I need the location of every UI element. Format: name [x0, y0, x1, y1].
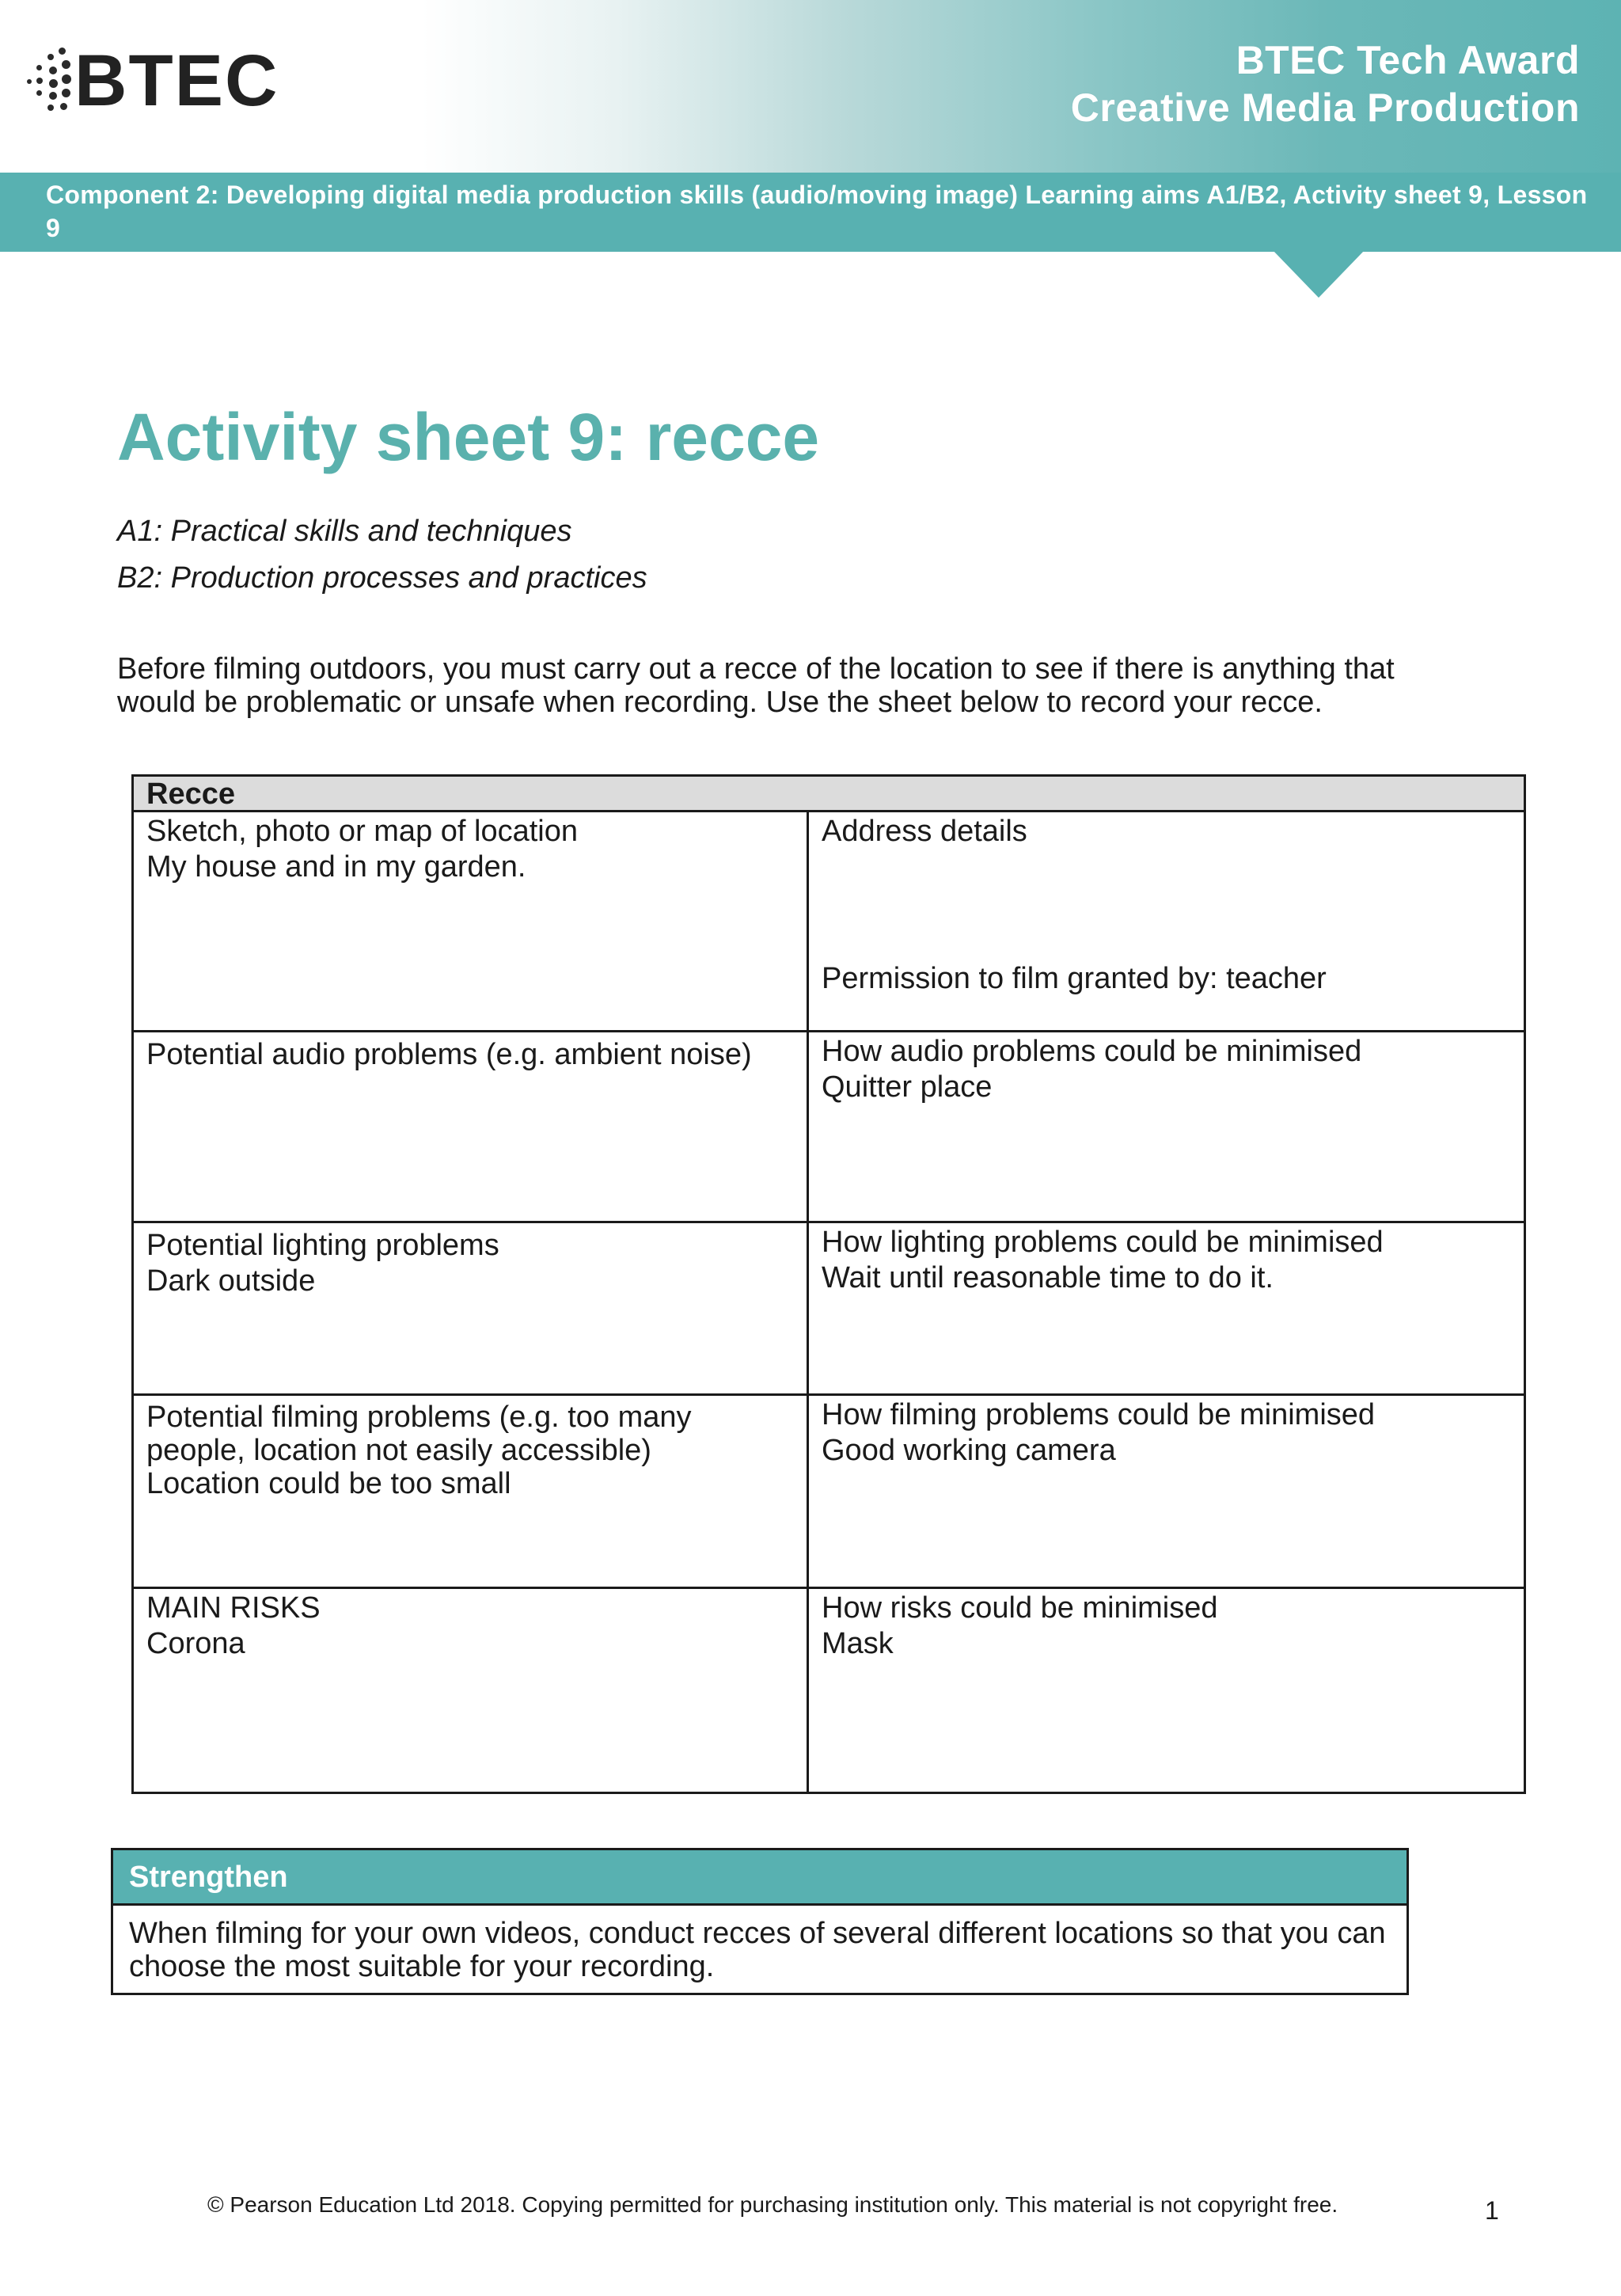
filming-min-value: Good working camera — [822, 1434, 1116, 1467]
copyright-footer: © Pearson Education Ltd 2018. Copying permitted for purchasing institution only. This material is not copyright free. — [207, 2192, 1338, 2217]
risks-value: Corona — [146, 1627, 245, 1660]
component-band: Component 2: Developing digital media production skills (audio/moving image) Learning aims A1/B2, Activity sheet 9, Lesson 9 — [0, 173, 1621, 252]
strengthen-box — [111, 1848, 1409, 1995]
header-banner — [0, 0, 1621, 173]
page-title: Activity sheet 9: recce — [117, 400, 820, 474]
filming-min-label: How filming problems could be minimised — [822, 1398, 1376, 1431]
lighting-label: Potential lighting problems — [146, 1229, 499, 1262]
location-value: My house and in my garden. — [146, 850, 526, 884]
audio-label: Potential audio problems (e.g. ambient noise) — [146, 1038, 752, 1071]
strengthen-body: When filming for your own videos, conduct recces of several different locations so that you can choose the most suitable for your recording. — [129, 1917, 1386, 1983]
band-pointer — [1273, 250, 1365, 298]
permission-text: Permission to film granted by: teacher — [822, 962, 1327, 995]
recce-heading: Recce — [134, 777, 1524, 812]
logo-text: BTEC — [74, 40, 279, 121]
page-number: 1 — [1485, 2196, 1499, 2225]
location-cell[interactable] — [134, 812, 809, 1030]
risks-min-cell[interactable] — [809, 1589, 1524, 1792]
risks-min-value: Mask — [822, 1627, 894, 1660]
lighting-min-cell[interactable] — [809, 1223, 1524, 1393]
filming-value: Location could be too small — [146, 1467, 511, 1500]
audio-cell[interactable] — [134, 1032, 809, 1221]
brand-title — [1071, 36, 1580, 131]
risks-min-label: How risks could be minimised — [822, 1591, 1218, 1625]
learning-aim-a1: A1: Practical skills and techniques — [117, 515, 572, 548]
filming-label: Potential filming problems (e.g. too many people, location not easily accessible) — [146, 1401, 692, 1467]
strengthen-heading: Strengthen — [113, 1850, 1407, 1906]
audio-min-value: Quitter place — [822, 1070, 993, 1104]
lighting-min-value: Wait until reasonable time to do it. — [822, 1261, 1274, 1294]
location-label: Sketch, photo or map of location — [146, 815, 578, 848]
table-row-audio — [134, 1030, 1524, 1221]
brand-line-1: BTEC Tech Award — [1236, 38, 1580, 82]
audio-min-label: How audio problems could be minimised — [822, 1035, 1362, 1068]
table-row-risks — [134, 1587, 1524, 1792]
table-row-location — [134, 812, 1524, 1030]
intro-text: Before filming outdoors, you must carry out a recce of the location to see if there is anything that would be problematic or unsafe when recording. Use the sheet below to record your recce. — [117, 652, 1395, 719]
filming-min-cell[interactable] — [809, 1396, 1524, 1587]
audio-min-cell[interactable] — [809, 1032, 1524, 1221]
risks-cell[interactable] — [134, 1589, 809, 1792]
recce-table — [131, 774, 1526, 1794]
lighting-cell[interactable] — [134, 1223, 809, 1393]
risks-label: MAIN RISKS — [146, 1591, 321, 1625]
address-label: Address details — [822, 815, 1027, 848]
table-row-lighting — [134, 1221, 1524, 1393]
table-row-filming — [134, 1393, 1524, 1587]
logo-dots-icon — [27, 43, 71, 119]
btec-logo — [27, 41, 279, 120]
lighting-value: Dark outside — [146, 1264, 316, 1298]
filming-cell[interactable] — [134, 1396, 809, 1587]
address-cell[interactable] — [809, 812, 1524, 1030]
brand-line-2: Creative Media Production — [1070, 86, 1580, 130]
lighting-min-label: How lighting problems could be minimised — [822, 1226, 1384, 1259]
learning-aim-b2: B2: Production processes and practices — [117, 561, 647, 595]
